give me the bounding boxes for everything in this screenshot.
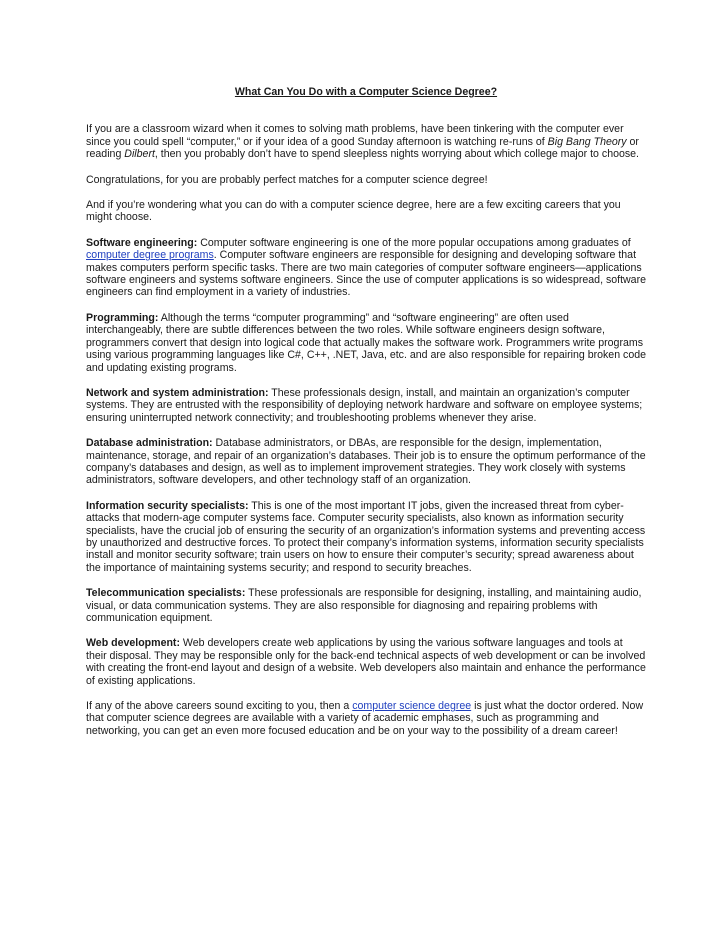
intro-text-2: or reading (86, 135, 639, 161)
intro-comic-title: Dilbert (124, 148, 155, 161)
congrats-paragraph: Congratulations, for you are probably perfect matches for a computer science degree! (86, 173, 488, 186)
intro-text-1: If you are a classroom wizard when it comes to solving math problems, have been tinkering with the computer ever since you could spell “computer,” or if your idea of a good Sunday afternoon is watching re-runs of (86, 123, 624, 148)
database-admin-text: Database administrators, or DBAs, are responsible for the design, implementation, maintenance, storage, and repair of an organization’s databases. Their job is to ensure the optimum performance of the company’s databases and design, as well as to implement improvement strategies. They work closely with systems administrators, software developers, and other technology staff of an organization. (86, 437, 646, 487)
database-admin-paragraph (86, 437, 646, 487)
web-development-heading: Web development: (86, 637, 180, 650)
software-engineering-heading: Software engineering: (86, 236, 198, 249)
computer-science-degree-link[interactable]: computer science degree (352, 700, 472, 713)
network-admin-paragraph (86, 387, 646, 424)
intro-show-title: Big Bang Theory (547, 135, 627, 148)
intro-text-3: , then you probably don’t have to spend sleepless nights worrying about which college major to choose. (154, 148, 639, 161)
programming-heading: Programming: (86, 311, 159, 324)
closing-text-2: is just what the doctor ordered. Now that computer science degrees are available with a variety of academic emphases, such as programming and networking, you can get an even more focused education and be on your way to the possibility of a dream career! (86, 700, 644, 737)
intro-paragraph (86, 123, 646, 160)
software-text-2: . Computer software engineers are responsible for designing and developing software that makes computers perform specific tasks. There are two main categories of computer software engineers—applications software engineers and systems software engineers. Since the use of computer applications is so widespread, software engineers can find employment in a variety of industries. (86, 249, 646, 299)
security-specialists-heading: Information security specialists: (86, 499, 249, 512)
web-development-text: Web developers create web applications by using the various software languages and tools at their disposal. They may be responsible only for the back-end technical aspects of web development or can be involved with creating the front-end layout and design of a website. Web developers also maintain and enhance the performance of existing applications. (86, 637, 646, 687)
closing-text-1: If any of the above careers sound exciting to you, then a (86, 700, 353, 713)
security-specialists-paragraph (86, 500, 646, 574)
telecom-specialists-paragraph (86, 587, 646, 624)
telecom-specialists-text: These professionals are responsible for designing, installing, and maintaining audio, visual, or data communication systems. They are also responsible for diagnosing and repairing problems with communication equipment. (86, 587, 642, 624)
software-text-1: Computer software engineering is one of the more popular occupations among graduates of (197, 236, 631, 249)
telecom-specialists-heading: Telecommunication specialists: (86, 587, 246, 600)
network-admin-text: These professionals design, install, and maintain an organization’s computer systems. They are entrusted with the responsibility of deploying network hardware and software on employee systems; ensuring uninterrupted network connectivity; and troubleshooting problems whenever they arise. (86, 386, 643, 424)
computer-degree-programs-link[interactable]: computer degree programs (86, 249, 214, 262)
network-admin-heading: Network and system administration: (86, 386, 269, 399)
database-admin-heading: Database administration: (86, 437, 213, 450)
programming-paragraph (86, 312, 646, 374)
wondering-paragraph: And if you’re wondering what you can do with a computer science degree, here are a few exciting careers that you might choose. (86, 199, 621, 224)
security-specialists-text: This is one of the most important IT jobs, given the increased threat from cyber-attacks that modern-age computer systems face. Computer security specialists, also known as information security specialists, have the crucial job of ensuring the security of an organization’s information systems and preventing access by unauthorized and destructive forces. To protect their company’s information systems, information security specialists install and monitor security software; train users on how to ensure their computer’s security; spread awareness about the importance of maintaining systems security; and respond to security breaches. (86, 499, 646, 574)
closing-paragraph (86, 700, 646, 737)
software-engineering-paragraph (86, 237, 646, 299)
web-development-paragraph (86, 637, 646, 687)
programming-text: Although the terms “computer programming” and “software engineering” are often used interchangeably, there are subtle differences between the two roles. While software engineers design software, programmers convert that design into logical code that actually makes the software work. Programmers write programs using various programming languages like C#, C++, .NET, Java, etc. and are also responsible for repairing broken code and updating existing programs. (86, 311, 647, 374)
document-body (86, 86, 646, 750)
document-title: What Can You Do with a Computer Science Degree? (234, 86, 498, 98)
